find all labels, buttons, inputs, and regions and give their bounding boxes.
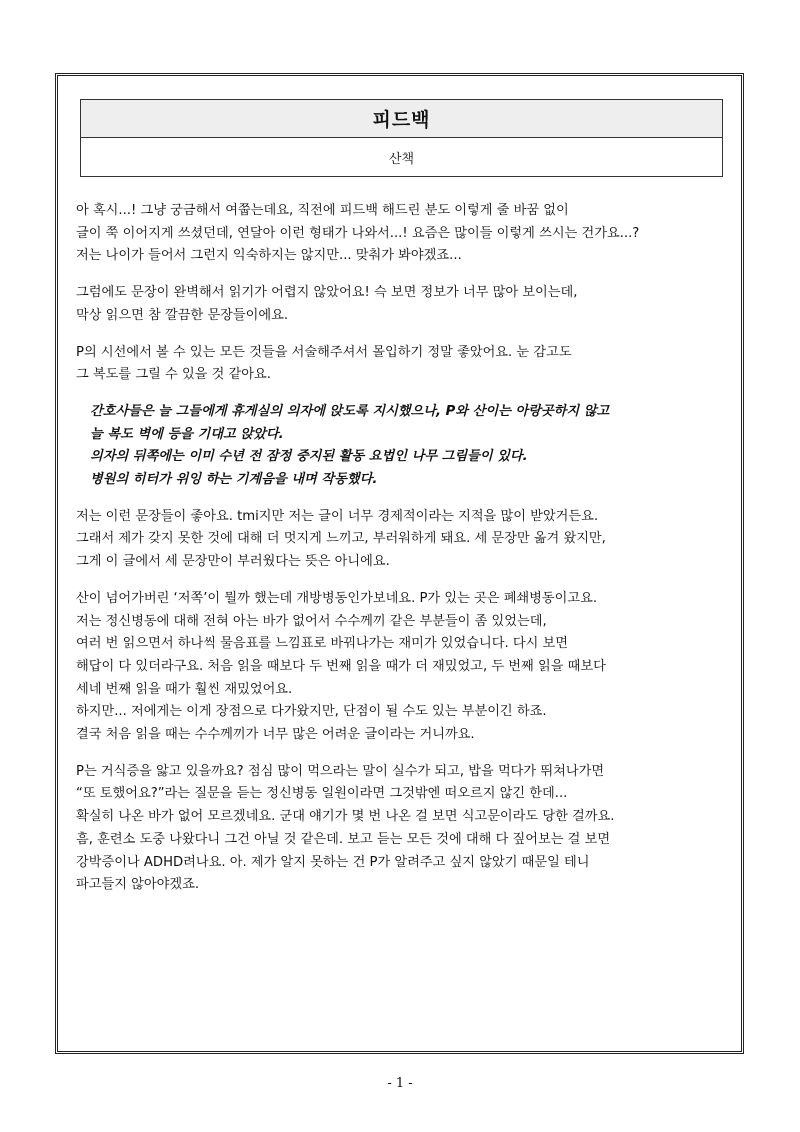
text-line: 병원의 히터가 위잉 하는 기계음을 내며 작동했다. xyxy=(90,472,378,488)
paragraph xyxy=(76,761,726,897)
header-box xyxy=(80,99,723,177)
text-line: 늘 복도 벽에 등을 기대고 앉았다. xyxy=(90,426,284,442)
paragraph xyxy=(76,282,726,327)
text-line: 확실히 나온 바가 없어 모르겠네요. 군대 얘기가 몇 번 나온 걸 보면 식고문이라도 당한 걸까요. xyxy=(76,809,615,825)
text-line: P는 거식증을 앓고 있을까요? 점심 많이 먹으라는 말이 실수가 되고, 밥을 먹다가 뛰쳐나가면 xyxy=(76,763,605,779)
text-line: 의자의 뒤쪽에는 이미 수년 전 잠정 중지된 활동 요법인 나무 그림들이 있다. xyxy=(90,449,528,465)
paragraph xyxy=(76,506,726,574)
text-line: 세네 번째 읽을 때가 훨씬 재밌었어요. xyxy=(76,681,293,697)
text-line: 해답이 다 있더라구요. 처음 읽을 때보다 두 번째 읽을 때가 더 재밌었고, 두 번째 읽을 때보다 xyxy=(76,658,606,674)
text-line: 아 혹시...! 그냥 궁금해서 여쭙는데요, 직전에 피드백 해드린 분도 이렇게 줄 바꿈 없이 xyxy=(76,203,569,218)
text-line: 그럼에도 문장이 완벽해서 읽기가 어렵지 않았어요! 슥 보면 정보가 너무 많아 보이는데, xyxy=(76,285,578,301)
document-subtitle: 산책 xyxy=(388,152,415,167)
text-line: 결국 처음 읽을 때는 수수께끼가 너무 많은 어려운 글이라는 거니까요. xyxy=(76,727,475,743)
text-line: 저는 이런 문장들이 좋아요. tmi지만 저는 글이 너무 경제적이라는 지적을 많이 받았거든요. xyxy=(76,508,599,524)
text-line: P의 시선에서 볼 수 있는 모든 것들을 서술해주셔서 몰입하기 정말 좋았어요. 눈 감고도 xyxy=(76,344,572,360)
page-number: - 1 - xyxy=(387,1076,413,1091)
body-text xyxy=(76,200,726,911)
text-line: 하지만... 저에게는 이게 장점으로 다가왔지만, 단점이 될 수도 있는 부분이긴 하죠. xyxy=(76,704,547,720)
paragraph xyxy=(76,342,726,387)
quoted-excerpt xyxy=(76,401,726,492)
text-line: “또 토했어요?”라는 질문을 듣는 정신병동 일원이라면 그것밖엔 떠오르지 않긴 한데... xyxy=(76,786,568,802)
text-line: 흠, 훈련소 도중 나왔다니 그건 아닐 것 같은데. 보고 듣는 모든 것에 대해 다 짚어보는 걸 보면 xyxy=(76,831,611,847)
text-line: 그 복도를 그릴 수 있을 것 같아요. xyxy=(76,367,271,383)
text-line: 그게 이 글에서 세 문장만이 부러웠다는 뜻은 아니에요. xyxy=(76,554,390,570)
text-line: 저는 나이가 들어서 그런지 익숙하지는 않지만... 맞춰가 봐야겠죠... xyxy=(76,248,462,264)
text-line: 간호사들은 늘 그들에게 휴게실의 의자에 앉도록 지시했으나, P와 산이는 아랑곳하지 않고 xyxy=(90,403,610,419)
document-title: 피드백 xyxy=(81,100,722,138)
paragraph xyxy=(76,588,726,747)
text-line: 저는 정신병동에 대해 전혀 아는 바가 없어서 수수께끼 같은 부분들이 좀 있었는데, xyxy=(76,613,547,629)
text-line: 강박증이나 ADHD려나요. 아. 제가 알지 못하는 건 P가 알려주고 싶지 않았기 때문일 테니 xyxy=(76,854,590,870)
text-line: 여러 번 읽으면서 하나씩 물음표를 느낌표로 바꿔나가는 재미가 있었습니다. 다시 보면 xyxy=(76,636,568,652)
text-line: 글이 쭉 이어지게 쓰셨던데, 연달아 이런 형태가 나와서...! 요즘은 많이들 이렇게 쓰시는 건가요...? xyxy=(76,225,640,241)
text-line: 막상 읽으면 참 깔끔한 문장들이에요. xyxy=(76,307,289,323)
text-line: 파고들지 않아야겠죠. xyxy=(76,877,200,893)
text-line: 그래서 제가 갖지 못한 것에 대해 더 멋지게 느끼고, 부러워하게 돼요. 세 문장만 옮겨 왔지만, xyxy=(76,531,606,547)
paragraph xyxy=(76,200,726,268)
text-line: 산이 넘어가버린 ‘저쪽’이 뭘까 했는데 개방병동인가보네요. P가 있는 곳은 폐쇄병동이고요. xyxy=(76,590,598,606)
